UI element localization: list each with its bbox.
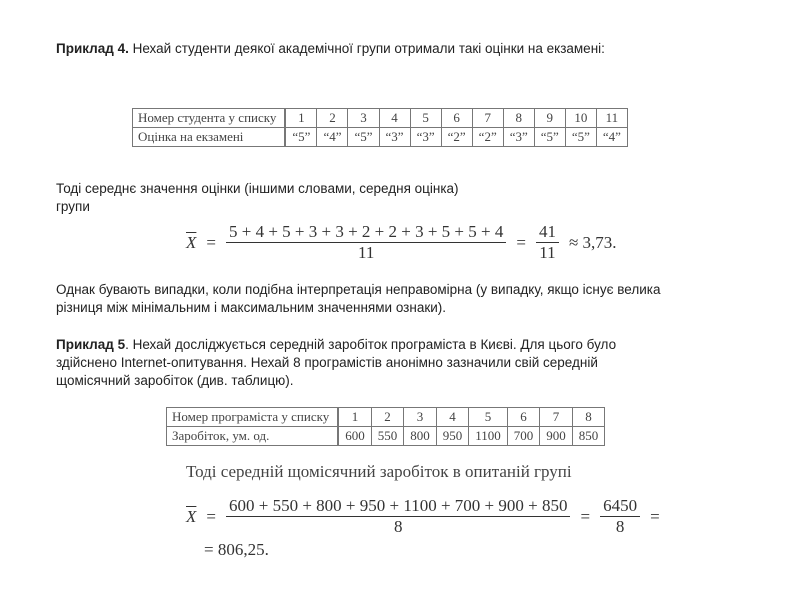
table-row [167, 427, 605, 446]
example5-line: щомісячний заробіток (див. таблицю). [56, 373, 294, 388]
row-header: Номер студента у списку [133, 109, 286, 128]
denominator: 11 [357, 243, 375, 262]
table-cell: “5” [565, 128, 596, 147]
fraction [536, 222, 559, 263]
equals-sign: = [516, 232, 526, 252]
table-cell: 550 [371, 427, 404, 446]
mean-intro-line: групи [56, 199, 90, 214]
fraction [226, 496, 570, 537]
x-bar-symbol: $\overline{X}$ [186, 232, 197, 252]
table-cell: “3” [410, 128, 441, 147]
table-cell: 7 [540, 408, 573, 427]
table-cell: 7 [472, 109, 503, 128]
table-cell: 8 [572, 408, 605, 427]
example5-text: . Нехай досліджується середній заробіток програміста в Києві. Для цього було [125, 337, 617, 352]
example5-line [56, 336, 616, 354]
table-cell: 4 [379, 109, 410, 128]
equals-sign: = [206, 506, 216, 526]
table-cell: 4 [436, 408, 469, 427]
denominator: 8 [615, 517, 625, 536]
table-cell: “5” [534, 128, 565, 147]
equals-sign: = [206, 232, 216, 252]
table-cell: 3 [348, 109, 379, 128]
table-cell: 6 [507, 408, 540, 427]
x-bar-symbol: $\overline{X}$ [186, 506, 197, 526]
row-header: Заробіток, ум. од. [167, 427, 339, 446]
salary-mean-intro: Тоді середній щомісячний заробіток в опитаній групі [186, 462, 572, 481]
salary-mean-result: = 806,25. [204, 540, 269, 559]
table-cell: “3” [379, 128, 410, 147]
table-row [133, 128, 628, 147]
table-cell: 5 [410, 109, 441, 128]
numerator: 41 [538, 222, 556, 241]
fraction [226, 222, 506, 263]
row-header: Номер програміста у списку [167, 408, 339, 427]
example5-paragraph [56, 336, 616, 390]
table-cell: 600 [338, 427, 371, 446]
salary-table [166, 407, 605, 446]
table-cell: “4” [596, 128, 627, 147]
table-cell: 2 [371, 408, 404, 427]
note-line: Однак бувають випадки, коли подібна інтерпретація неправомірна (у випадку, якщо існує велика [56, 282, 661, 297]
table-cell: “5” [348, 128, 379, 147]
approx-result: ≈ 3,73. [568, 232, 617, 252]
table-row [167, 408, 605, 427]
table-cell: “2” [472, 128, 503, 147]
example4-text: Нехай студенти деякої академічної групи отримали такі оцінки на екзамені: [128, 41, 605, 56]
equals-sign: = [650, 506, 660, 526]
table-cell: 3 [404, 408, 437, 427]
example4-heading [56, 40, 605, 58]
table-cell: 950 [436, 427, 469, 446]
table-cell: 800 [404, 427, 437, 446]
table-cell: 900 [540, 427, 573, 446]
numerator: 5 + 4 + 5 + 3 + 3 + 2 + 2 + 3 + 5 + 5 + 4 [228, 222, 504, 241]
table-cell: 5 [469, 408, 508, 427]
grades-table [132, 108, 628, 147]
table-cell: 850 [572, 427, 605, 446]
table-cell: 1100 [469, 427, 508, 446]
mean-intro [56, 180, 459, 216]
salary-mean-formula [186, 496, 664, 537]
table-cell: 8 [503, 109, 534, 128]
mean-intro-line: Тоді середнє значення оцінки (іншими словами, середня оцінка) [56, 181, 459, 196]
table-cell: “2” [441, 128, 472, 147]
table-cell: 6 [441, 109, 472, 128]
row-header: Оцінка на екзамені [133, 128, 286, 147]
example5-line: здійснено Internet-опитування. Нехай 8 програмістів анонімно зазначили свій середній [56, 355, 598, 370]
denominator: 8 [393, 517, 403, 536]
numerator: 600 + 550 + 800 + 950 + 1100 + 700 + 900 + 850 [228, 496, 568, 515]
equals-sign: = [580, 506, 591, 526]
table-cell: 700 [507, 427, 540, 446]
numerator: 6450 [603, 496, 638, 515]
table-row [133, 109, 628, 128]
note-paragraph [56, 281, 660, 317]
table-cell: 11 [596, 109, 627, 128]
table-cell: 10 [565, 109, 596, 128]
table-cell: 9 [534, 109, 565, 128]
table-cell: “5” [285, 128, 317, 147]
table-cell: “4” [317, 128, 348, 147]
denominator: 11 [539, 243, 556, 262]
table-cell: 2 [317, 109, 348, 128]
fraction [600, 496, 640, 537]
table-cell: 1 [338, 408, 371, 427]
table-cell: 1 [285, 109, 317, 128]
note-line: різниця між мінімальним і максимальним значеннями ознаки). [56, 300, 447, 315]
example4-label: Приклад 4. [56, 41, 129, 56]
example5-label: Приклад 5 [56, 337, 126, 352]
table-cell: “3” [503, 128, 534, 147]
grade-mean-formula [186, 222, 621, 263]
